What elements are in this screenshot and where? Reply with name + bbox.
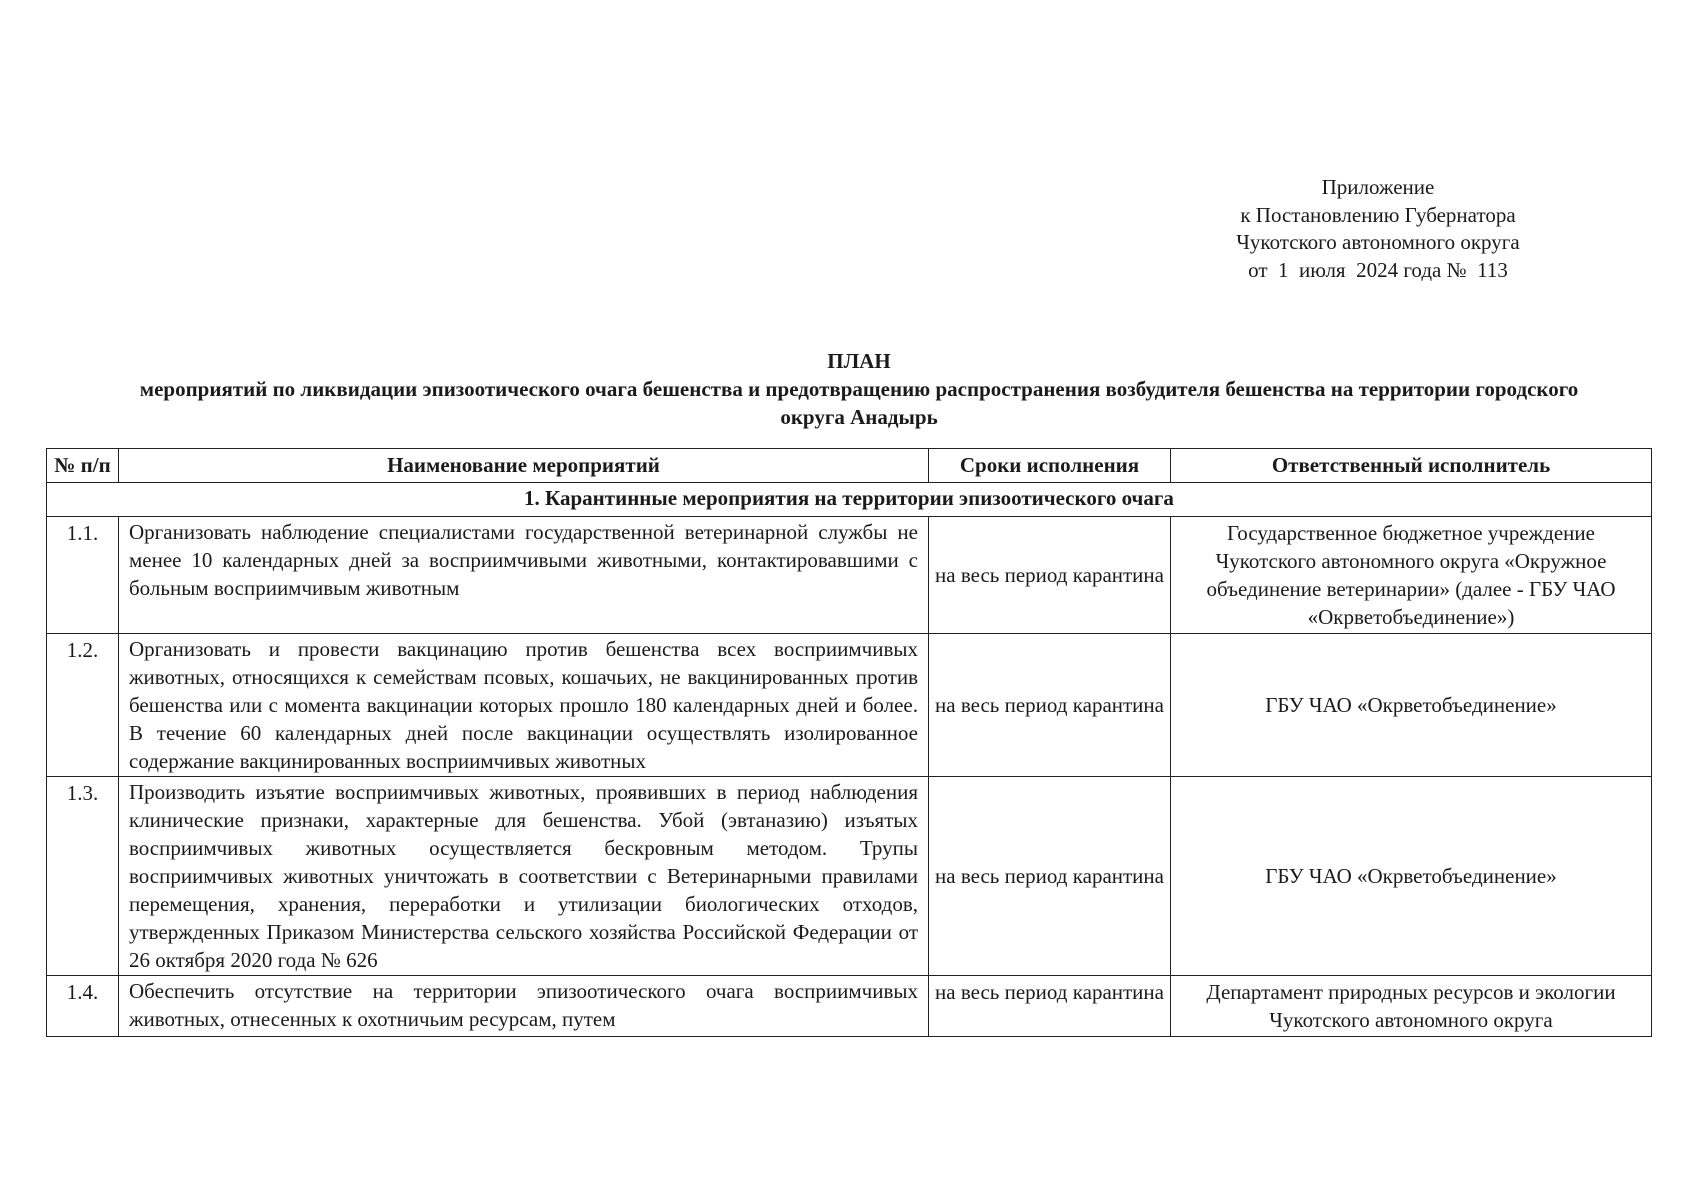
header-executor: Ответственный исполнитель (1171, 449, 1652, 483)
header-number: № п/п (47, 449, 119, 483)
appendix-line-1: Приложение (1321, 175, 1435, 199)
row-number: 1.4. (47, 976, 119, 1037)
section-title: 1. Карантинные мероприятия на территории эпизоотического очага (47, 483, 1652, 517)
appendix-line-4: от 1 июля 2024 года № 113 (1248, 257, 1508, 282)
table-row (47, 517, 1652, 634)
row-executor: ГБУ ЧАО «Окрветобъединение» (1171, 777, 1652, 976)
row-description: Организовать наблюдение специалистами государственной ветеринарной службы не менее 10 календарных дней за восприимчивыми животными, контактировавшими с больным восприимчивым животным (119, 517, 929, 634)
appendix-line-2: к Постановлению Губернатора (1240, 202, 1516, 227)
row-deadline: на весь период карантина (929, 777, 1171, 976)
table-header-row (47, 449, 1652, 483)
row-description: Обеспечить отсутствие на территории эпизоотического очага восприимчивых животных, отнесенных к охотничьим ресурсам, путем (119, 976, 929, 1037)
row-executor: Государственное бюджетное учреждение Чукотского автономного округа «Окружное объединение ветеринарии» (далее - ГБУ ЧАО «Окрветобъединение») (1171, 517, 1652, 634)
plan-table (46, 448, 1652, 1037)
row-description: Организовать и провести вакцинацию против бешенства всех восприимчивых животных, относящихся к семействам псовых, кошачьих, не вакцинированных против бешенства или с момента вакцинации которых прошло 180 календарных дней и более. В течение 60 календарных дней после вакцинации осуществлять изолированное содержание вакцинированных восприимчивых животных (119, 634, 929, 777)
row-executor: Департамент природных ресурсов и экологии Чукотского автономного округа (1171, 976, 1652, 1037)
table-row (47, 976, 1652, 1037)
row-description: Производить изъятие восприимчивых животных, проявивших в период наблюдения клинические признаки, характерные для бешенства. Убой (эвтаназию) изъятых восприимчивых животных осуществляется бескровным методом. Трупы восприимчивых животных уничтожать в соответствии с Ветеринарными правилами перемещения, хранения, переработки и утилизации биологических отходов, утвержденных Приказом Министерства сельского хозяйства Российской Федерации от 26 октября 2020 года № 626 (119, 777, 929, 976)
appendix-block (1178, 174, 1578, 284)
header-name: Наименование мероприятий (119, 449, 929, 483)
row-deadline: на весь период карантина (929, 976, 1171, 1037)
plan-heading: ПЛАН (827, 349, 891, 373)
row-deadline: на весь период карантина (929, 634, 1171, 777)
row-number: 1.2. (47, 634, 119, 777)
table-row (47, 634, 1652, 777)
row-executor: ГБУ ЧАО «Окрветобъединение» (1171, 634, 1652, 777)
table-row (47, 777, 1652, 976)
header-deadline: Сроки исполнения (929, 449, 1171, 483)
appendix-line-3: Чукотского автономного округа (1236, 230, 1520, 254)
row-number: 1.3. (47, 777, 119, 976)
section-row (47, 483, 1652, 517)
row-number: 1.1. (47, 517, 119, 634)
row-deadline: на весь период карантина (929, 517, 1171, 634)
plan-subtitle: мероприятий по ликвидации эпизоотического очага бешенства и предотвращению распространения возбудителя бешенства на территории городского округа Анадырь (139, 377, 1579, 429)
document-title (120, 347, 1598, 431)
